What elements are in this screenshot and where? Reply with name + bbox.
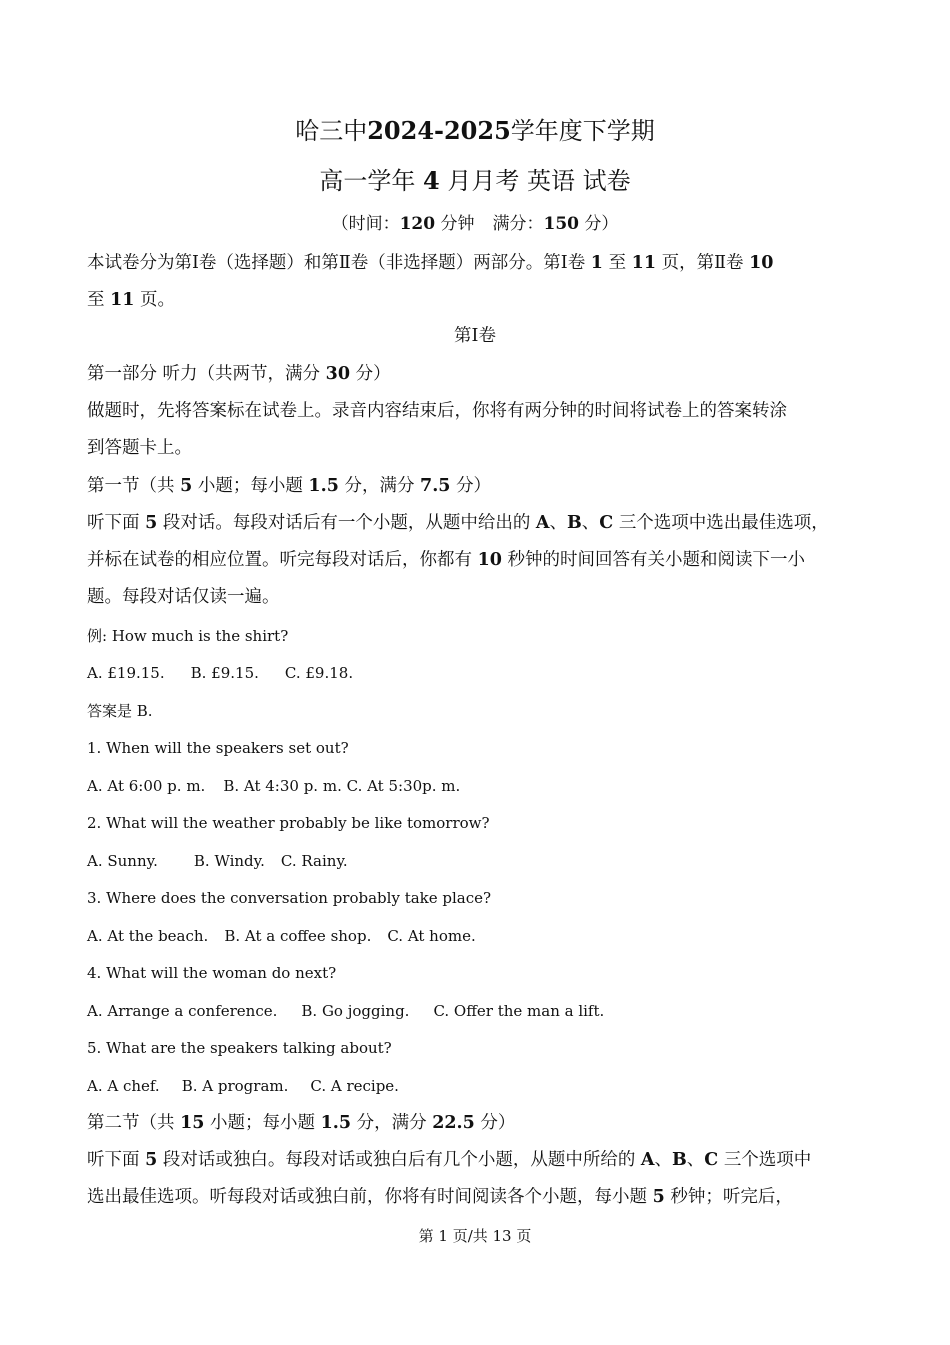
volume-heading: 第Ⅰ卷 bbox=[454, 326, 496, 346]
instr-num: 5 bbox=[652, 1187, 665, 1207]
part1-instr-2: 到答题卡上。 bbox=[87, 438, 192, 458]
time-value: 120 bbox=[399, 214, 436, 234]
part1-heading bbox=[87, 362, 391, 386]
instr-text: 三个选项中 bbox=[723, 1150, 812, 1170]
section1-instr-3: 题。每段对话仅读一遍。 bbox=[87, 587, 280, 607]
option-b: B. A program. bbox=[181, 1077, 289, 1095]
question-5: 5. What are the speakers talking about? bbox=[87, 1039, 392, 1057]
section1-heading-text: 第一节（共 bbox=[87, 476, 175, 496]
intro-text: 至 bbox=[608, 253, 627, 273]
option-b: B. Windy. bbox=[193, 852, 265, 870]
option-c: C. £9.18. bbox=[284, 664, 354, 682]
intro-num: 11 bbox=[631, 253, 656, 273]
section1-heading-text: 分） bbox=[456, 476, 492, 496]
option-a: A. £19.15. bbox=[87, 664, 165, 682]
question-2-options bbox=[87, 851, 348, 871]
example-options bbox=[87, 663, 353, 683]
instr-text: 听下面 bbox=[87, 513, 140, 533]
instr-text: 秒钟的时间回答有关小题和阅读下一小 bbox=[507, 550, 806, 570]
question-1: 1. When will the speakers set out? bbox=[87, 739, 349, 757]
instr-sep: 、 bbox=[654, 1150, 672, 1170]
section2-instr-2 bbox=[87, 1185, 793, 1209]
example-question: 例: How much is the shirt? bbox=[87, 627, 289, 645]
option-c: C. At 5:30p. m. bbox=[346, 777, 461, 795]
instr-sep: 、 bbox=[686, 1150, 705, 1170]
intro-line-2 bbox=[87, 288, 175, 312]
intro-text: 页。 bbox=[140, 290, 176, 310]
option-c: C. At home. bbox=[387, 927, 476, 945]
option-a: A. A chef. bbox=[87, 1077, 160, 1095]
instr-text: 三个选项中选出最佳选项， bbox=[618, 513, 829, 533]
instr-num: 5 bbox=[145, 513, 158, 533]
part1-heading-num: 30 bbox=[325, 364, 350, 384]
section2-heading-text: 分，满分 bbox=[356, 1113, 427, 1133]
section1-instr-1 bbox=[87, 511, 829, 535]
exam-title bbox=[0, 116, 950, 146]
title-years: 2024-2025 bbox=[367, 116, 511, 145]
subtitle-month-num: 4 bbox=[423, 166, 440, 195]
instr-text: 段对话或独白。每段对话或独白后有几个小题，从题中所给的 bbox=[162, 1150, 636, 1170]
option-b: B. At 4:30 p. m. bbox=[223, 777, 342, 795]
instr-text: 并标在试卷的相应位置。听完每段对话后，你都有 bbox=[87, 550, 472, 570]
section2-instr-1 bbox=[87, 1148, 811, 1172]
section2-heading-text: 分） bbox=[480, 1113, 516, 1133]
section1-heading-num: 1.5 bbox=[308, 476, 339, 496]
instr-text: 选出最佳选项。听每段对话或独白前，你将有时间阅读各个小题，每小题 bbox=[87, 1187, 647, 1207]
instr-sep: 、 bbox=[549, 513, 567, 533]
option-letter: A bbox=[535, 513, 550, 533]
intro-text: 页，第Ⅱ卷 bbox=[661, 253, 744, 273]
section2-heading-num: 22.5 bbox=[432, 1113, 475, 1133]
option-b: B. Go jogging. bbox=[301, 1002, 410, 1020]
option-c: C. Rainy. bbox=[280, 852, 348, 870]
score-unit: 分） bbox=[584, 214, 619, 234]
option-letter: C bbox=[704, 1150, 719, 1170]
intro-num: 1 bbox=[590, 253, 603, 273]
section1-heading bbox=[87, 474, 491, 498]
section1-heading-text: 小题；每小题 bbox=[197, 476, 303, 496]
intro-line-1 bbox=[87, 251, 773, 275]
time-score-line bbox=[0, 212, 950, 236]
option-a: A. At 6:00 p. m. bbox=[87, 777, 206, 795]
instr-text: 秒钟；听完后， bbox=[670, 1187, 793, 1207]
example-answer: 答案是 B. bbox=[87, 702, 153, 720]
section2-heading bbox=[87, 1111, 515, 1135]
section2-heading-text: 小题；每小题 bbox=[210, 1113, 316, 1133]
question-2: 2. What will the weather probably be like tomorrow? bbox=[87, 814, 490, 832]
intro-num: 10 bbox=[749, 253, 774, 273]
section1-heading-num: 5 bbox=[180, 476, 193, 496]
part1-heading-text: 第一部分 听力（共两节，满分 bbox=[87, 364, 321, 384]
time-unit: 分钟 bbox=[440, 214, 475, 234]
question-4-options bbox=[87, 1001, 604, 1021]
option-b: B. At a coffee shop. bbox=[224, 927, 372, 945]
option-a: A. Sunny. bbox=[87, 852, 158, 870]
option-letter: B bbox=[672, 1150, 687, 1170]
subtitle-grade: 高一学年 bbox=[319, 167, 416, 195]
option-letter: C bbox=[599, 513, 614, 533]
part1-heading-text: 分） bbox=[355, 364, 391, 384]
question-3: 3. Where does the conversation probably take place? bbox=[87, 889, 492, 907]
title-prefix: 哈三中 bbox=[295, 117, 368, 145]
score-value: 150 bbox=[543, 214, 579, 234]
instr-num: 10 bbox=[477, 550, 502, 570]
subtitle-exam: 月月考 英语 试卷 bbox=[447, 167, 631, 195]
section1-instr-2 bbox=[87, 548, 805, 572]
option-letter: B bbox=[567, 513, 582, 533]
section2-heading-num: 15 bbox=[180, 1113, 205, 1133]
question-4: 4. What will the woman do next? bbox=[87, 964, 337, 982]
instr-text: 段对话。每段对话后有一个小题，从题中给出的 bbox=[162, 513, 531, 533]
time-label: （时间： bbox=[331, 214, 400, 234]
part1-instr-1: 做题时，先将答案标在试卷上。录音内容结束后，你将有两分钟的时间将试卷上的答案转涂 bbox=[87, 401, 787, 421]
question-5-options bbox=[87, 1076, 399, 1096]
section1-heading-text: 分，满分 bbox=[344, 476, 415, 496]
section1-heading-num: 7.5 bbox=[420, 476, 451, 496]
instr-num: 5 bbox=[145, 1150, 158, 1170]
instr-text: 听下面 bbox=[87, 1150, 140, 1170]
option-a: A. At the beach. bbox=[87, 927, 209, 945]
score-label: 满分： bbox=[492, 214, 544, 234]
option-a: A. Arrange a conference. bbox=[87, 1002, 278, 1020]
exam-subtitle bbox=[0, 166, 950, 196]
section2-heading-text: 第二节（共 bbox=[87, 1113, 175, 1133]
option-c: C. Offer the man a lift. bbox=[433, 1002, 605, 1020]
question-3-options bbox=[87, 926, 476, 946]
section2-heading-num: 1.5 bbox=[320, 1113, 352, 1133]
instr-sep: 、 bbox=[581, 513, 600, 533]
intro-text: 本试卷分为第Ⅰ卷（选择题）和第Ⅱ卷（非选择题）两部分。第Ⅰ卷 bbox=[87, 253, 586, 273]
intro-num: 11 bbox=[110, 290, 135, 310]
title-suffix: 学年度下学期 bbox=[510, 117, 655, 145]
page-footer: 第 1 页/共 13 页 bbox=[418, 1227, 532, 1245]
option-c: C. A recipe. bbox=[310, 1077, 399, 1095]
option-letter: A bbox=[640, 1150, 655, 1170]
question-1-options bbox=[87, 776, 460, 796]
intro-text: 至 bbox=[87, 290, 105, 310]
option-b: B. £9.15. bbox=[190, 664, 259, 682]
